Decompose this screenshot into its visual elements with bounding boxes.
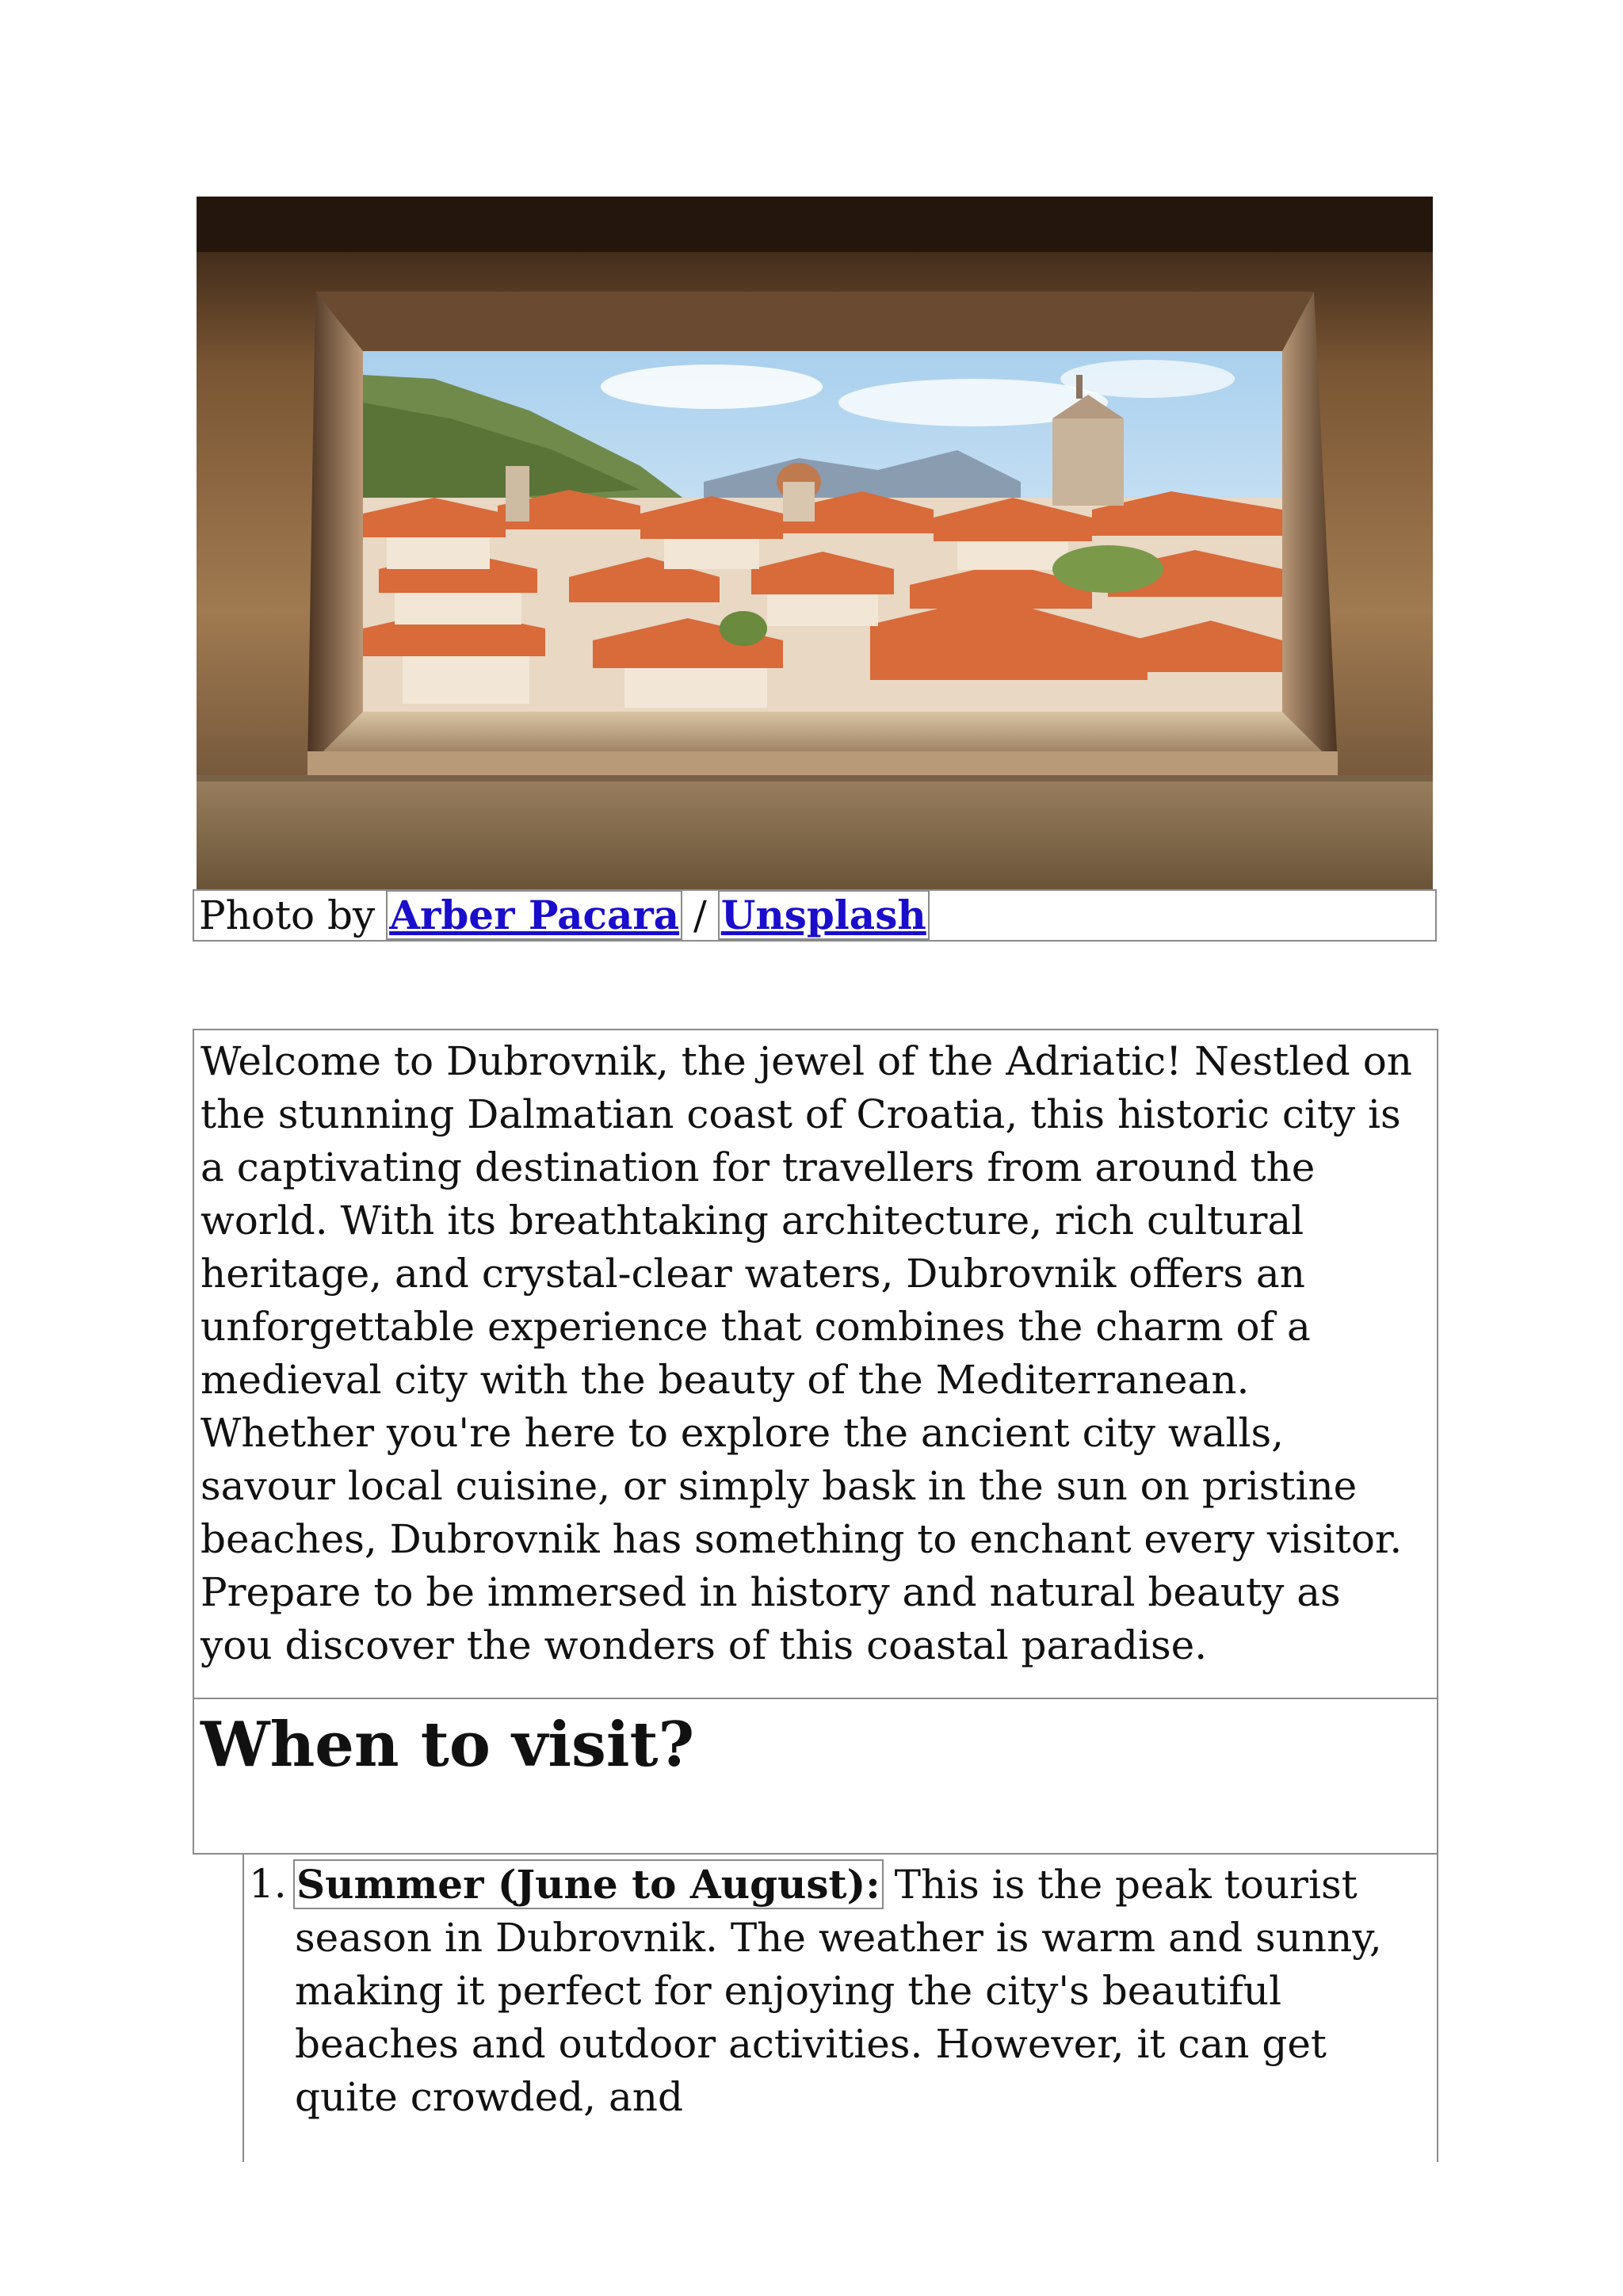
list-item-body [295,1858,1428,2124]
hero-photo [197,197,1433,889]
photo-caption [193,889,1437,942]
source-link[interactable]: Unsplash [720,892,926,938]
author-link[interactable]: Arber Pacara [389,892,680,938]
intro-section [193,1029,1438,1699]
section-heading: When to visit? [200,1709,695,1781]
list-item-number: 1. [249,1861,287,1907]
list-item-text: This is the peak tourist season in Dubrovnik. The weather is warm and sunny, making it perfect for enjoying the city's beautiful beaches and outdoor activities. However, it can get quite crowded, and [295,1862,1382,2120]
section-heading-container [193,1698,1438,1855]
caption-separator: / [681,892,720,938]
list-item-term: Summer (June to August): [296,1861,880,1908]
photo-window-view-icon [197,197,1433,889]
caption-prefix: Photo by [199,892,388,938]
intro-paragraph: Welcome to Dubrovnik, the jewel of the Adriatic! Nestled on the stunning Dalmatian coast of Croatia, this historic city is a captivating destination for travellers from around the world. With its breathtaking architecture, rich cultural heritage, and crystal-clear waters, Dubrovnik offers an unforgettable experience that combines the charm of a medieval city with the beauty of the Mediterranean. Whether you're here to explore the ancient city walls, savour local cuisine, or simply bask in the sun on pristine beaches, Dubrovnik has something to enchant every visitor. Prepare to be immersed in history and natural beauty as you discover the wonders of this coastal paradise. [200,1038,1413,1668]
visit-season-list [242,1853,1438,2162]
